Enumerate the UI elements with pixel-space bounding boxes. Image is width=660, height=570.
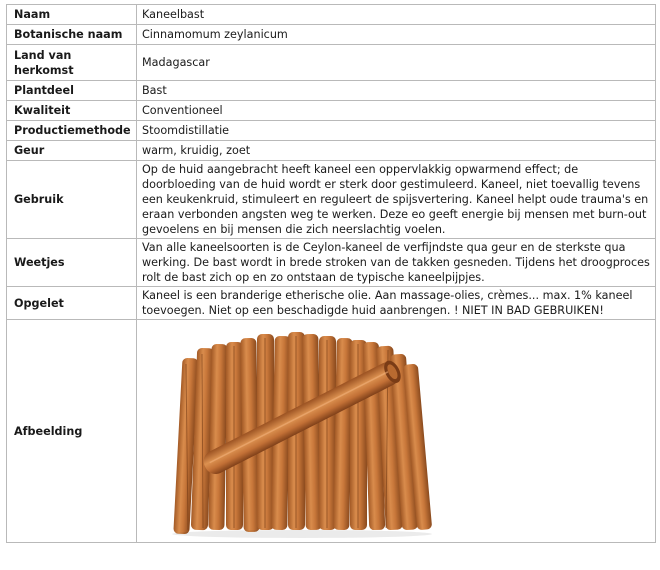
table-row <box>7 81 656 101</box>
row-value: Cinnamomum zeylanicum <box>137 25 656 45</box>
spec-table <box>6 4 656 543</box>
table-row <box>7 239 656 287</box>
product-sheet <box>6 4 656 543</box>
table-row <box>7 5 656 25</box>
table-row <box>7 161 656 239</box>
table-row <box>7 101 656 121</box>
row-label: Geur <box>7 141 137 161</box>
row-value: Kaneelbast <box>137 5 656 25</box>
image-cell <box>137 320 656 543</box>
table-row <box>7 320 656 543</box>
row-value: warm, kruidig, zoet <box>137 141 656 161</box>
row-value: Van alle kaneelsoorten is de Ceylon-kaneel de verfijndste qua geur en de sterkste qua werking. De bast wordt in brede stroken van de takken gesneden. Tijdens het droogproces rolt de bast zich op en zo ontstaan de typische kaneelpijpjes. <box>137 239 656 287</box>
row-label: Botanische naam <box>7 25 137 45</box>
row-label: Plantdeel <box>7 81 137 101</box>
row-label: Opgelet <box>7 287 137 320</box>
cinnamon-sticks-photo <box>142 324 452 538</box>
row-value: Madagascar <box>137 45 656 81</box>
row-label: Productiemethode <box>7 121 137 141</box>
row-value: Bast <box>137 81 656 101</box>
row-label: Naam <box>7 5 137 25</box>
row-value: Conventioneel <box>137 101 656 121</box>
row-value: Op de huid aangebracht heeft kaneel een oppervlakkig opwarmend effect; de doorbloeding van de huid wordt er sterk door gestimuleerd. Kaneel, niet toevallig tevens een keukenkruid, stimuleert en reguleert de spijsvertering. Kaneel helpt oude trauma's en eraan verbonden angsten weg te werken. Deze eo geeft energie bij mensen met burn-out gevoelens en bij mensen die zich neerslachtig voelen. <box>137 161 656 239</box>
row-label: Weetjes <box>7 239 137 287</box>
table-row <box>7 141 656 161</box>
row-label: Gebruik <box>7 161 137 239</box>
row-value: Kaneel is een branderige etherische olie. Aan massage-olies, crèmes... max. 1% kaneel toevoegen. Niet op een beschadigde huid aanbrengen. ! NIET IN BAD GEBRUIKEN! <box>137 287 656 320</box>
table-row <box>7 25 656 45</box>
row-label: Land van herkomst <box>7 45 137 81</box>
row-label: Kwaliteit <box>7 101 137 121</box>
table-row <box>7 45 656 81</box>
table-row <box>7 287 656 320</box>
row-value: Stoomdistillatie <box>137 121 656 141</box>
table-row <box>7 121 656 141</box>
row-label: Afbeelding <box>7 320 137 543</box>
